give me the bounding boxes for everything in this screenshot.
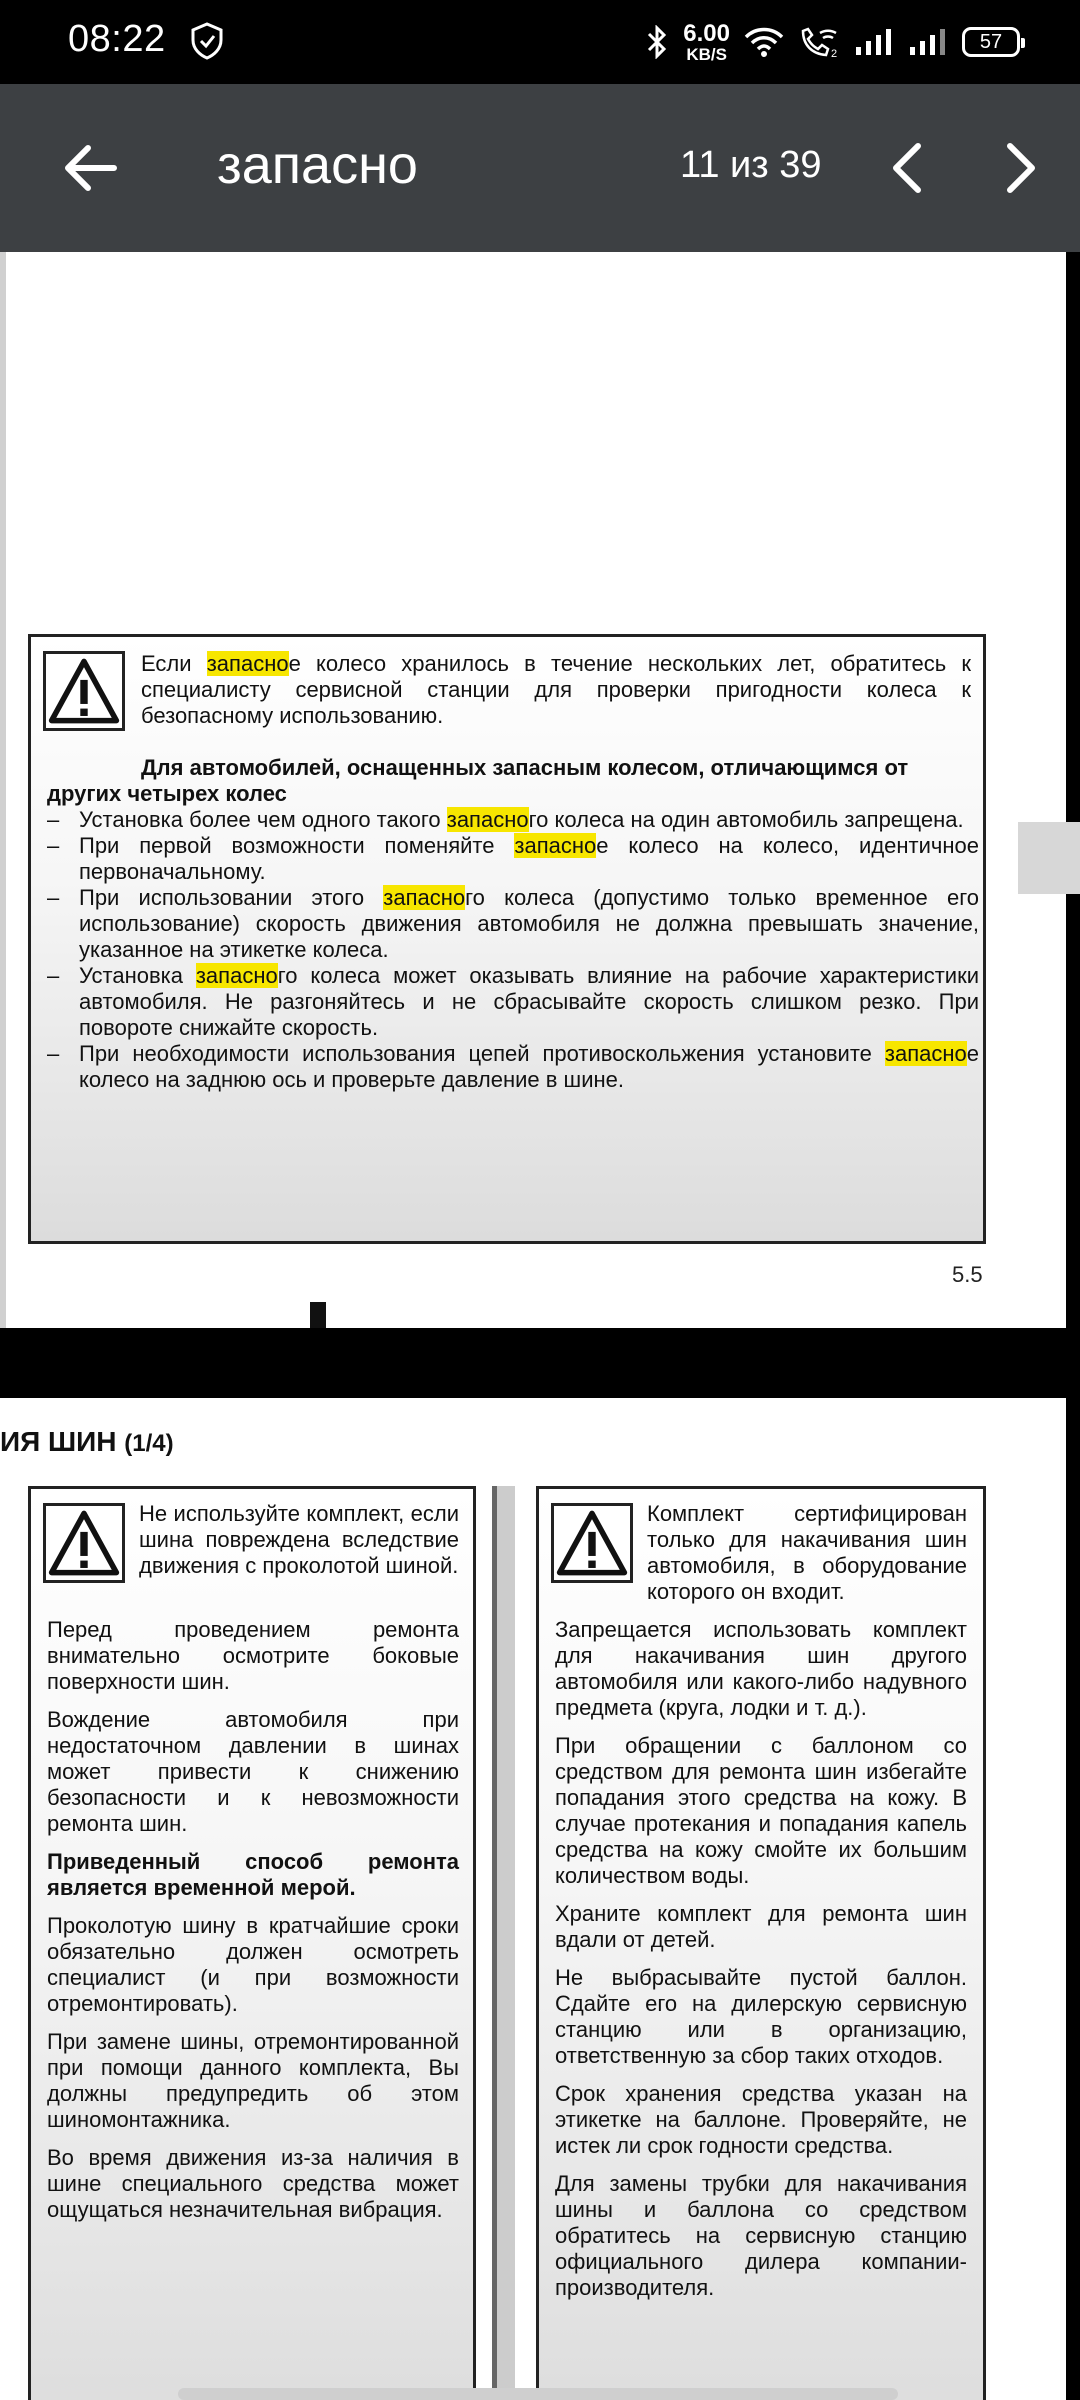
list-item: – При необходимости использования цепей противоскольжения установите запасное колесо на заднюю ось и проверьте давление в шине.: [47, 1041, 979, 1093]
page-number: 5.5: [952, 1262, 983, 1287]
paragraph: При обращении с баллоном со средством для ремонта шин избегайте попадания этого средства на кожу. В случае протекания и попадания капель средства на кожу смойте их большим количеством воды.: [555, 1733, 967, 1888]
paragraph: Приведенный способ ремонта является временной мерой.: [47, 1849, 459, 1900]
warning-box-right: [536, 1486, 986, 2400]
status-time: 08:22: [68, 18, 166, 60]
paragraph: Срок хранения средства указан на этикетке на баллоне. Проверяйте, не истек ли срок годности средства.: [555, 2081, 967, 2158]
chevron-left-icon[interactable]: [878, 136, 942, 200]
battery-icon: 57: [962, 27, 1020, 57]
warning-triangle-icon: [43, 651, 125, 731]
search-toolbar: [0, 84, 1080, 252]
scrollbar-thumb[interactable]: [1018, 822, 1080, 894]
column-divider: [497, 1486, 515, 2400]
bluetooth-icon: [645, 25, 669, 59]
back-arrow-icon[interactable]: [58, 136, 122, 200]
warning-box: [28, 634, 986, 1244]
paragraph: Храните комплект для ремонта шин вдали от детей.: [555, 1901, 967, 1952]
document-page: [0, 1398, 1066, 2400]
search-highlight: запасно: [206, 651, 289, 676]
warning-triangle-icon: [551, 1503, 633, 1583]
paragraph: Запрещается использовать комплект для накачивания шин другого автомобиля или какого-либо надувного предмета (круга, лодки и т. д.).: [555, 1617, 967, 1720]
paragraph: Перед проведением ремонта внимательно осмотрите боковые поверхности шин.: [47, 1617, 459, 1694]
document-page: [0, 252, 1066, 1328]
search-highlight: запасно: [195, 963, 278, 988]
section-title: ИЯ ШИН (1/4): [0, 1426, 174, 1457]
section-heading: Для автомобилей, оснащенных запасным колесом, отличающимся от других четырех колес: [47, 755, 909, 806]
warning-intro-text: Если запасное колесо хранилось в течение нескольких лет, обратитесь к специалисту сервисной станции для проверки пригодности колеса к безопасному использованию.: [141, 651, 971, 728]
list-item: – При использовании этого запасного колеса (допустимо только временное его использование) скорость движения автомобиля не должна превышать значение, указанное на этикетке колеса.: [47, 885, 979, 963]
chevron-right-icon[interactable]: [988, 136, 1052, 200]
warning-list: [47, 807, 979, 1093]
paragraph: Проколотую шину в кратчайшие сроки обязательно должен осмотреть специалист (и при возможности отремонтировать).: [47, 1913, 459, 2016]
horizontal-scrollbar[interactable]: [178, 2388, 898, 2400]
paragraph: При замене шины, отремонтированной при помощи данного комплекта, Вы должны предупредить об этом шиномонтажника.: [47, 2029, 459, 2132]
signal-icon: [908, 27, 948, 57]
signal-icon: [854, 27, 894, 57]
search-highlight: запасно: [514, 833, 597, 858]
page-marker: [310, 1302, 326, 1328]
page-edge: [0, 252, 6, 1328]
svg-text:2: 2: [831, 48, 838, 59]
warning-triangle-icon: [43, 1503, 125, 1583]
status-icons: [645, 18, 1020, 66]
network-speed: 6.00 KB/S: [683, 19, 730, 64]
warning-body: [555, 1617, 967, 2313]
search-query[interactable]: запасно: [217, 135, 418, 195]
paragraph: Вождение автомобиля при недостаточном давлении в шинах может привести к снижению безопасности и к невозможности ремонта шин.: [47, 1707, 459, 1836]
warning-intro-text: Не используйте комплект, если шина повреждена вследствие движения с проколотой шиной.: [139, 1501, 459, 1578]
warning-body: [47, 1617, 459, 2235]
list-item: – При первой возможности поменяйте запасное колесо на колесо, идентичное первоначальному.: [47, 833, 979, 885]
shield-icon: [190, 22, 224, 60]
search-highlight: запасно: [884, 1041, 967, 1066]
status-bar: [0, 0, 1080, 84]
search-highlight: запасно: [383, 885, 466, 910]
wifi-calling-icon: [798, 25, 840, 59]
warning-box-left: [28, 1486, 476, 2400]
search-highlight: запасно: [446, 807, 529, 832]
list-item: – Установка более чем одного такого запасного колеса на один автомобиль запрещена.: [47, 807, 979, 833]
search-result-counter: 11 из 39: [680, 144, 822, 186]
warning-intro-text: Комплект сертифицирован только для накачивания шин автомобиля, в оборудование которого он входит.: [647, 1501, 967, 1604]
wifi-icon: [744, 26, 784, 58]
paragraph: Во время движения из-за наличия в шине специального средства может ощущаться незначительная вибрация.: [47, 2145, 459, 2222]
paragraph: Не выбрасывайте пустой баллон. Сдайте его на дилерскую сервисную станцию или в организацию, ответственную за сбор таких отходов.: [555, 1965, 967, 2068]
list-item: – Установка запасного колеса может оказывать влияние на рабочие характеристики автомобиля. Не разгоняйтесь и не сбрасывайте скорость слишком резко. При повороте снижайте скорость.: [47, 963, 979, 1041]
paragraph: Для замены трубки для накачивания шины и баллона со средством обратитесь на сервисную станцию официального дилера компании-производителя.: [555, 2171, 967, 2300]
